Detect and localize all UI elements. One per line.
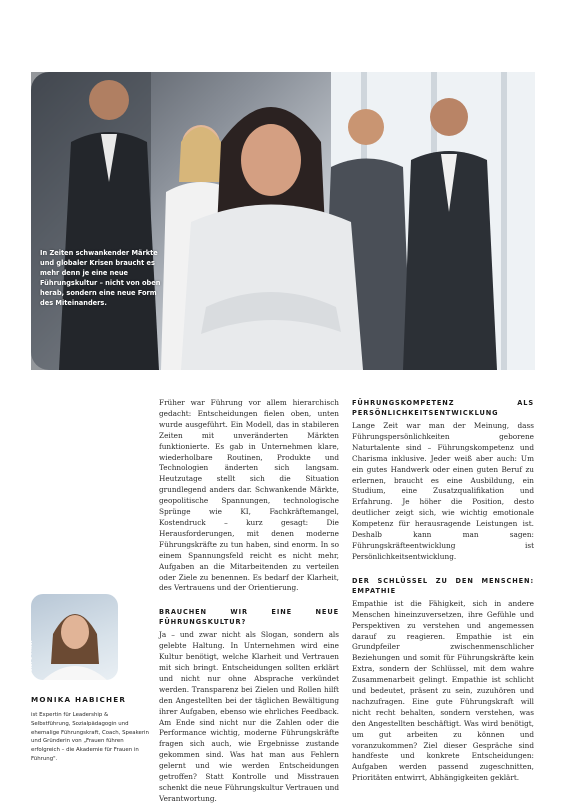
- section-text-new-leadership-culture: Ja – und zwar nicht als Slogan, sondern als gelebte Haltung. In Unternehmen wird eine Kultur benötigt, welche Klarheit und Vertrauen mit sich bringt. Entscheidungen sollten erklärt und nicht nur ohne Absprache verkündet werden. Transparenz bei Zielen und Rollen hilft den Angestellten bei der täglichen Bewältigung ihrer Aufgaben, ebenso wie ehrliches Feedback. Am Ende sind nicht nur die Zahlen oder die Performance wichtig, moderne Führungskräfte fragen sich auch, wie Ergebnisse zustande gekommen sind. Was hat man aus Fehlern gelernt und wie werden Entscheidungen getroffen? Statt Kontrolle und Misstrauen schenkt die neue Führungskultur Vertrauen und Verantwortung.: [159, 630, 339, 803]
- author-bio: ist Expertin für Leadership & Selbstführung, Sozialpädagogin und ehemalige Führungskraft, Coach, Speakerin und Gründerin von „Frauen führen erfolgreich – die Akademie für Frauen in Führung".: [31, 712, 149, 762]
- author-name: MONIKA HABICHER: [31, 695, 127, 704]
- section-heading-leadership-competence: FÜHRUNGSKOMPETENZ ALS PERSÖNLICHKEITSENTWICKLUNG: [352, 399, 534, 417]
- article-intro: Früher war Führung vor allem hierarchisch gedacht: Entscheidungen fielen oben, unten wurde ausgeführt. Ein Modell, das in stabileren Zeiten mit unveränderten Märkten funktionierte. Es gab in Unternehmen klare, wiederholbare Routinen, Produkte und Technologien änderten sich langsam. Heutzutage stellt sich die Situation grundlegend anders dar. Schwankende Märkte, geopolitische Spannungen, technologische Sprünge wie KI, Fachkräftemangel, Kostendruck – kurz gesagt: Die Herausforderungen, mit denen moderne Führungskräfte zu tun haben, sind enorm. In so einem Spannungsfeld reicht es nicht mehr, Aufgaben an die Mitarbeitenden zu verteilen oder Ziele zu benennen. Es bedarf der Klarheit, des Vertrauens und der Orientierung.: [159, 398, 339, 593]
- author-photo: [28, 594, 118, 680]
- photo-credit: Foto: © Privat: [28, 640, 33, 674]
- article-column-middle: [159, 398, 339, 805]
- section-heading-empathy: DER SCHLÜSSEL ZU DEN MENSCHEN: EMPATHIE: [352, 576, 534, 595]
- hero-illustration: [31, 72, 535, 370]
- section-heading-new-leadership-culture: BRAUCHEN WIR EINE NEUE FÜHRUNGSKULTUR?: [159, 608, 339, 627]
- hero-image: [31, 72, 535, 370]
- author-portrait: [31, 594, 118, 680]
- article-column-right: [352, 398, 534, 784]
- section-text-leadership-competence: Lange Zeit war man der Meinung, dass Führungspersönlichkeiten geborene Naturtalente sind – Führungskompetenz und Charisma inklusive. Jeder weiß aber auch: Um ein gutes Handwerk oder einen guten Beruf zu erlernen, braucht es eine Ausbildung, ein Studium, eine Zusatzqualifikation und Erfahrung. Je höher die Position, desto deutlicher zeigt sich, wie wichtig emotionale Kompetenz für herausragende Leistungen ist. Deshalb kann man sagen: Führungskräfteentwicklung ist Persönlichkeitsentwicklung.: [352, 421, 534, 561]
- section-text-empathy: Empathie ist die Fähigkeit, sich in andere Menschen hineinzuversetzen, ihre Gefühle und Perspektiven zu verstehen und angemessen darauf zu reagieren. Empathie ist ein Grundpfeiler zwischenmenschlicher Beziehungen und somit für Führungskräfte kein Extra, sondern der Schlüssel, mit dem wahre Zusammenarbeit gelingt. Empathie ist schlicht und bedeutet, präsent zu sein, zuzuhören und nachzufragen. Eine gute Führungskraft will nicht recht behalten, sondern verstehen, was den Angestellten beschäftigt. Was wird benötigt, um gut arbeiten zu können und voranzukommen? Ziel dieser Gespräche sind handfeste und konkrete Entscheidungen: Aufgaben werden passend zugeschnitten, Prioritäten entwirrt, Abhängigkeiten geklärt.: [352, 598, 534, 783]
- hero-caption: In Zeiten schwankender Märkte und globaler Krisen braucht es mehr denn je eine neue Führungskultur – nicht von oben herab, sondern eine neue Form des Miteinanders.: [40, 249, 161, 307]
